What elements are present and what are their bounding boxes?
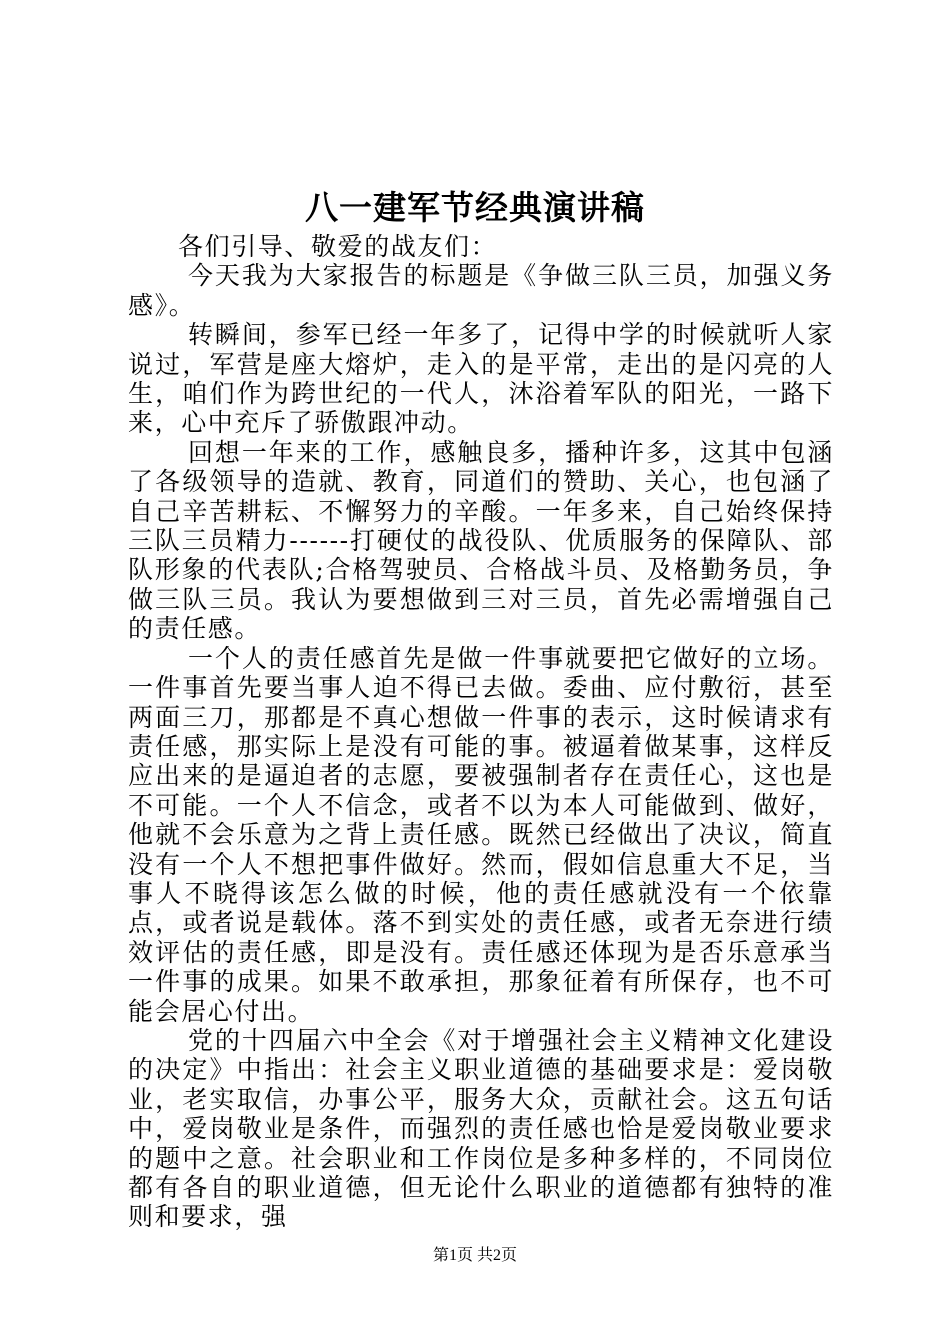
document-title: 八一建军节经典演讲稿 — [305, 188, 645, 227]
body-paragraph: 今天我为大家报告的标题是《争做三队三员，加强义务感》。 — [128, 261, 834, 320]
page-number-footer: 第1页 共2页 — [432, 1247, 517, 1264]
body-paragraph: 党的十四届六中全会《对于增强社会主义精神文化建设的决定》中指出：社会主义职业道德的基础要求是：爱岗敬业，老实取信，办事公平，服务大众，贡献社会。这五句话中，爱岗敬业是条件，而强烈的责任感也恰是爱岗敬业要求的题中之意。社会职业和工作岗位是多种多样的，不同岗位都有各自的职业道德，但无论什么职业的道德都有独特的准则和要求，强 — [128, 1025, 834, 1232]
document-body — [128, 232, 834, 1232]
body-paragraph: 转瞬间，参军已经一年多了，记得中学的时候就听人家说过，军营是座大熔炉，走入的是平常，走出的是闪亮的人生，咱们作为跨世纪的一代人，沐浴着军队的阳光，一路下来，心中充斥了骄傲跟冲动。 — [128, 320, 834, 438]
salutation-paragraph: 各们引导、敬爱的战友们： — [178, 232, 498, 261]
body-paragraph: 一个人的责任感首先是做一件事就要把它做好的立场。一件事首先要当事人迫不得已去做。委曲、应付敷衍，甚至两面三刀，那都是不真心想做一件事的表示，这时候请求有责任感，那实际上是没有可能的事。被逼着做某事，这样反应出来的是逼迫者的志愿，要被强制者存在责任心，这也是不可能。一个人不信念，或者不以为本人可能做到、做好，他就不会乐意为之背上责任感。既然已经做出了决议，简直没有一个人不想把事件做好。然而，假如信息重大不足，当事人不晓得该怎么做的时候，他的责任感就没有一个依靠点，或者说是载体。落不到实处的责任感，或者无奈进行绩效评估的责任感，即是没有。责任感还体现为是否乐意承当一件事的成果。如果不敢承担，那象征着有所保存，也不可能会居心付出。 — [128, 643, 834, 1026]
body-paragraph: 回想一年来的工作，感触良多，播种许多，这其中包涵了各级领导的造就、教育，同道们的赞助、关心，也包涵了自己辛苦耕耘、不懈努力的辛酸。一年多来，自己始终保持三队三员精力------打硬仗的战役队、优质服务的保障队、部队形象的代表队;合格驾驶员、合格战斗员、及格勤务员，争做三队三员。我认为要想做到三对三员，首先必需增强自己的责任感。 — [128, 437, 834, 644]
